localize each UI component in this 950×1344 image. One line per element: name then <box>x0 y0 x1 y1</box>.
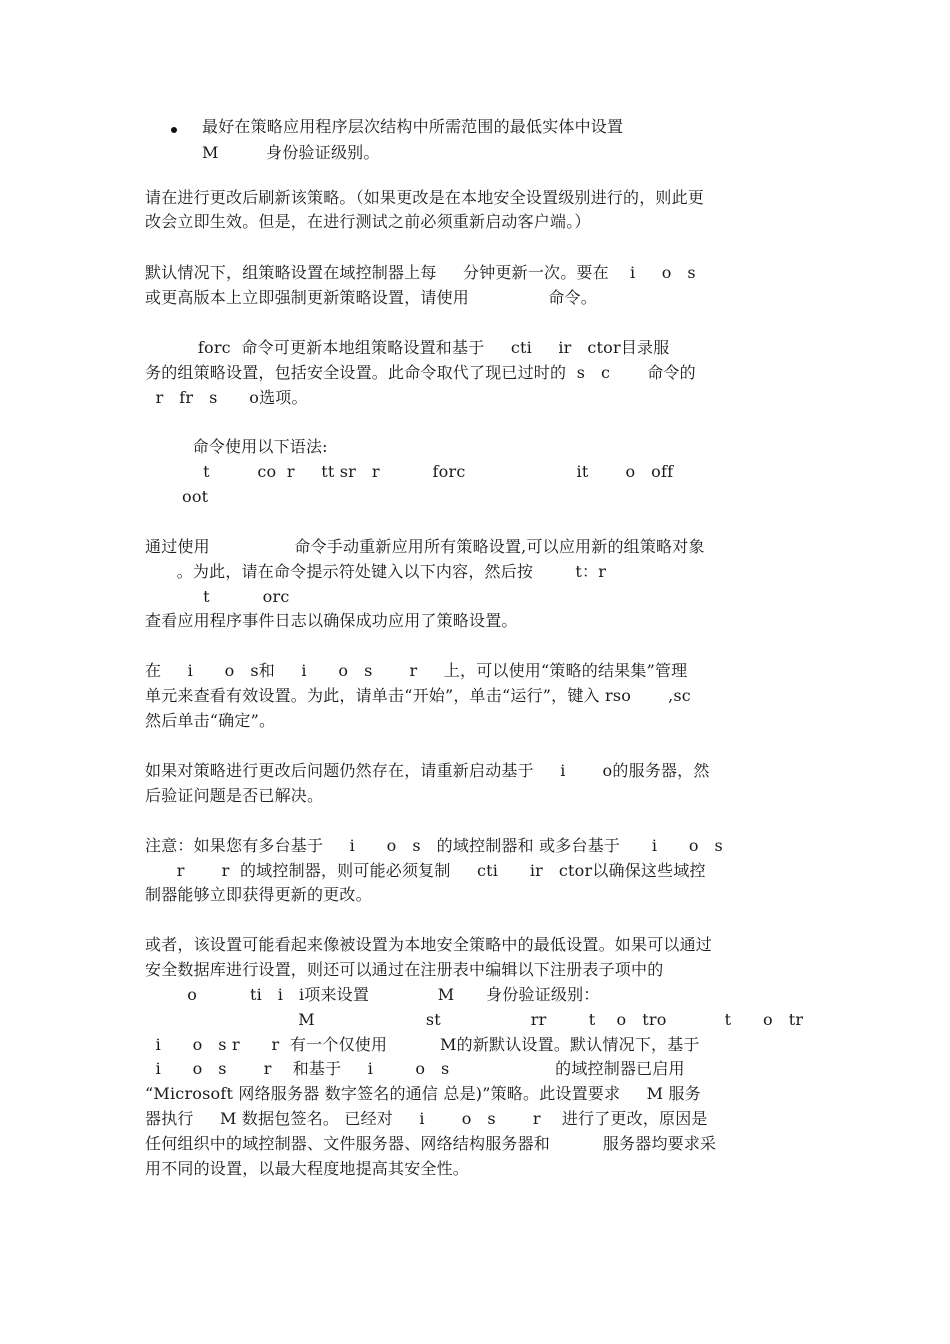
note-line: r r 的域控制器，则可能必须复制 cti ir ctor以确保这些域控 <box>145 861 706 880</box>
paragraph-line: 单元来查看有效设置。为此，请单击“开始”，单击“运行”，键入 rso ,sc <box>145 686 691 705</box>
paragraph-line: 默认情况下，组策略设置在域控制器上每 分钟更新一次。要在 i o s <box>145 263 696 282</box>
paragraph-line: 在 i o s和 i o s r 上，可以使用“策略的结果集”管理 <box>145 661 688 680</box>
paragraph-line: i o s r r 有一个仅使用 M的新默认设置。默认情况下，基于 <box>145 1035 700 1054</box>
paragraph-line: i o s r 和基于 i o s 的域控制器已启用 <box>145 1059 685 1078</box>
paragraph-line: 改会立即生效。但是，在进行测试之前必须重新启动客户端。） <box>145 212 591 231</box>
bullet-dot-icon <box>171 127 177 133</box>
paragraph-line: 用不同的设置，以最大程度地提高其安全性。 <box>145 1159 470 1178</box>
command-line: t orc <box>145 587 290 606</box>
paragraph-line: 或者，该设置可能看起来像被设置为本地安全策略中的最低设置。如果可以通过 <box>145 935 713 954</box>
bullet-text-line: 最好在策略应用程序层次结构中所需范围的最低实体中设置 <box>202 117 624 136</box>
registry-path-line: M st rr t o tro t o tr <box>145 1010 804 1029</box>
paragraph-line: 器执行 M 数据包签名。 已经对 i o s r 进行了更改，原因是 <box>145 1109 708 1128</box>
paragraph-line: 如果对策略进行更改后问题仍然存在，请重新启动基于 i o的服务器，然 <box>145 761 710 780</box>
paragraph-line: 安全数据库进行设置，则还可以通过在注册表中编辑以下注册表子项中的 <box>145 960 664 979</box>
paragraph-line: 任何组织中的域控制器、文件服务器、网络结构服务器和 服务器均要求采 <box>145 1134 717 1153</box>
paragraph-line: 然后单击“确定”。 <box>145 711 276 730</box>
paragraph-line: 后验证问题是否已解决。 <box>145 786 324 805</box>
paragraph-line: forc 命令可更新本地组策略设置和基于 cti ir ctor目录服 <box>145 338 670 357</box>
paragraph-line: 或更高版本上立即强制更新策略设置，请使用 命令。 <box>145 288 597 307</box>
note-line: 制器能够立即获得更新的更改。 <box>145 885 372 904</box>
bullet-text-line: M 身份验证级别。 <box>202 143 380 162</box>
syntax-line: oot <box>145 487 209 506</box>
paragraph-line: 命令使用以下语法: <box>145 437 328 456</box>
paragraph-line: 请在进行更改后刷新该策略。（如果更改是在本地安全设置级别进行的，则此更 <box>145 188 705 207</box>
paragraph-line: r fr s o选项。 <box>145 388 308 407</box>
paragraph-line: 查看应用程序事件日志以确保成功应用了策略设置。 <box>145 611 518 630</box>
paragraph-line: 务的组策略设置，包括安全设置。此命令取代了现已过时的 s c 命令的 <box>145 363 696 382</box>
paragraph-line: 。为此，请在命令提示符处键入以下内容，然后按 t：r <box>145 562 607 581</box>
syntax-line: t co r tt sr r forc it o off <box>145 462 674 481</box>
paragraph-line: o ti i i项来设置 M 身份验证级别： <box>145 985 600 1004</box>
paragraph-line: “Microsoft 网络服务器 数字签名的通信 总是)”策略。此设置要求 M 服务 <box>145 1084 701 1103</box>
note-line: 注意：如果您有多台基于 i o s 的域控制器和 或多台基于 i o s <box>145 836 723 855</box>
paragraph-line: 通过使用 命令手动重新应用所有策略设置,可以应用新的组策略对象 <box>145 537 705 556</box>
